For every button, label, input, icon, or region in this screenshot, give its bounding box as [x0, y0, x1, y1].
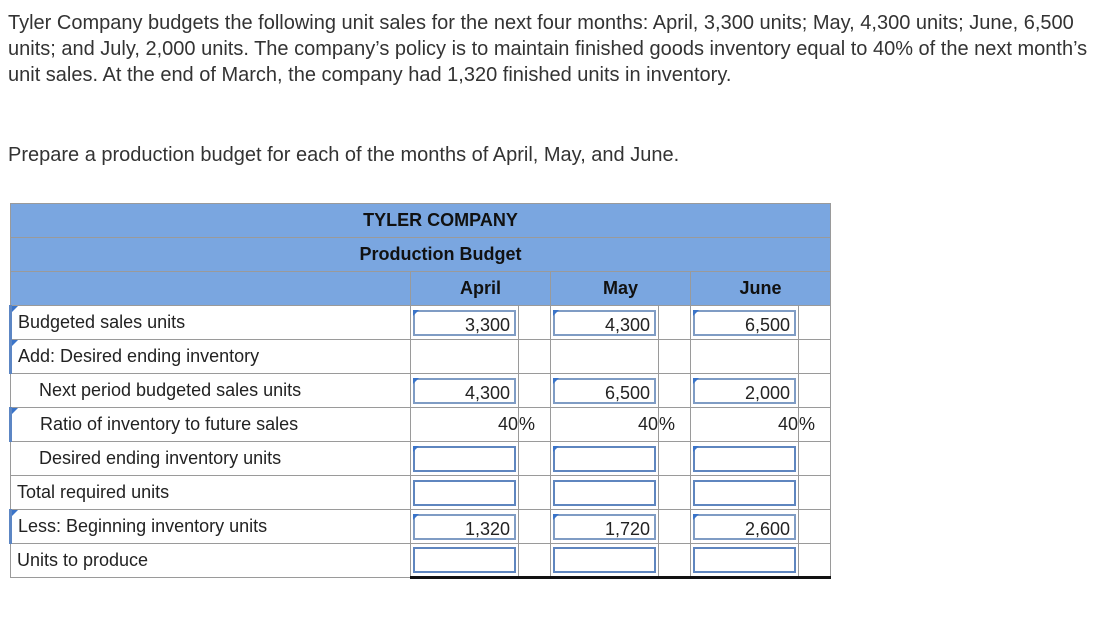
- beginning-june[interactable]: 2,600: [693, 514, 796, 540]
- units-to-produce-june[interactable]: [693, 547, 796, 573]
- problem-text: Tyler Company budgets the following unit sales for the next four months: April, 3,300 units; May, 4,300 units; June, 6,500 units; and July, 2,000 units. The company’s policy is to maintain finished goods inventory equal to 40% of the next month’s unit sales. At the end of March, the company had 1,320 finished units in inventory.: [8, 12, 1088, 86]
- company-name: TYLER COMPANY: [11, 204, 831, 238]
- row-beginning: [11, 510, 831, 544]
- row-next-period: [11, 374, 831, 408]
- desired-ending-june[interactable]: [693, 446, 796, 472]
- ratio-june[interactable]: 40: [691, 408, 799, 442]
- label-units-to-produce: Units to produce: [11, 544, 411, 578]
- label-budgeted-sales[interactable]: Budgeted sales units: [11, 306, 411, 340]
- problem-statement: [8, 10, 1098, 88]
- budgeted-sales-april[interactable]: 3,300: [413, 310, 516, 336]
- production-budget-table: [9, 203, 831, 579]
- col-header-june: June: [691, 272, 831, 306]
- col-header-may: May: [551, 272, 691, 306]
- units-to-produce-may[interactable]: [553, 547, 656, 573]
- instruction-text: Prepare a production budget for each of the months of April, May, and June.: [8, 144, 680, 166]
- header-blank: [11, 272, 411, 306]
- label-beginning[interactable]: Less: Beginning inventory units: [11, 510, 411, 544]
- beginning-april[interactable]: 1,320: [413, 514, 516, 540]
- row-total-required: [11, 476, 831, 510]
- percent-sign-april: %: [519, 408, 551, 442]
- desired-ending-may[interactable]: [553, 446, 656, 472]
- row-add-desired: [11, 340, 831, 374]
- beginning-may[interactable]: 1,720: [553, 514, 656, 540]
- budget-title: Production Budget: [11, 238, 831, 272]
- next-period-may[interactable]: 6,500: [553, 378, 656, 404]
- ratio-may[interactable]: 40: [551, 408, 659, 442]
- row-budgeted-sales: [11, 306, 831, 340]
- ratio-april[interactable]: 40: [411, 408, 519, 442]
- units-to-produce-april[interactable]: [413, 547, 516, 573]
- total-required-may[interactable]: [553, 480, 656, 506]
- desired-ending-april[interactable]: [413, 446, 516, 472]
- next-period-april[interactable]: 4,300: [413, 378, 516, 404]
- percent-sign-june: %: [799, 408, 831, 442]
- total-required-april[interactable]: [413, 480, 516, 506]
- next-period-june[interactable]: 2,000: [693, 378, 796, 404]
- total-required-june[interactable]: [693, 480, 796, 506]
- label-next-period: Next period budgeted sales units: [11, 374, 411, 408]
- row-desired-ending: [11, 442, 831, 476]
- row-units-to-produce: [11, 544, 831, 578]
- row-ratio: [11, 408, 831, 442]
- label-desired-ending: Desired ending inventory units: [11, 442, 411, 476]
- label-total-required: Total required units: [11, 476, 411, 510]
- percent-sign-may: %: [659, 408, 691, 442]
- budgeted-sales-may[interactable]: 4,300: [553, 310, 656, 336]
- label-ratio[interactable]: Ratio of inventory to future sales: [11, 408, 411, 442]
- budgeted-sales-june[interactable]: 6,500: [693, 310, 796, 336]
- label-add-desired[interactable]: Add: Desired ending inventory: [11, 340, 411, 374]
- col-header-april: April: [411, 272, 551, 306]
